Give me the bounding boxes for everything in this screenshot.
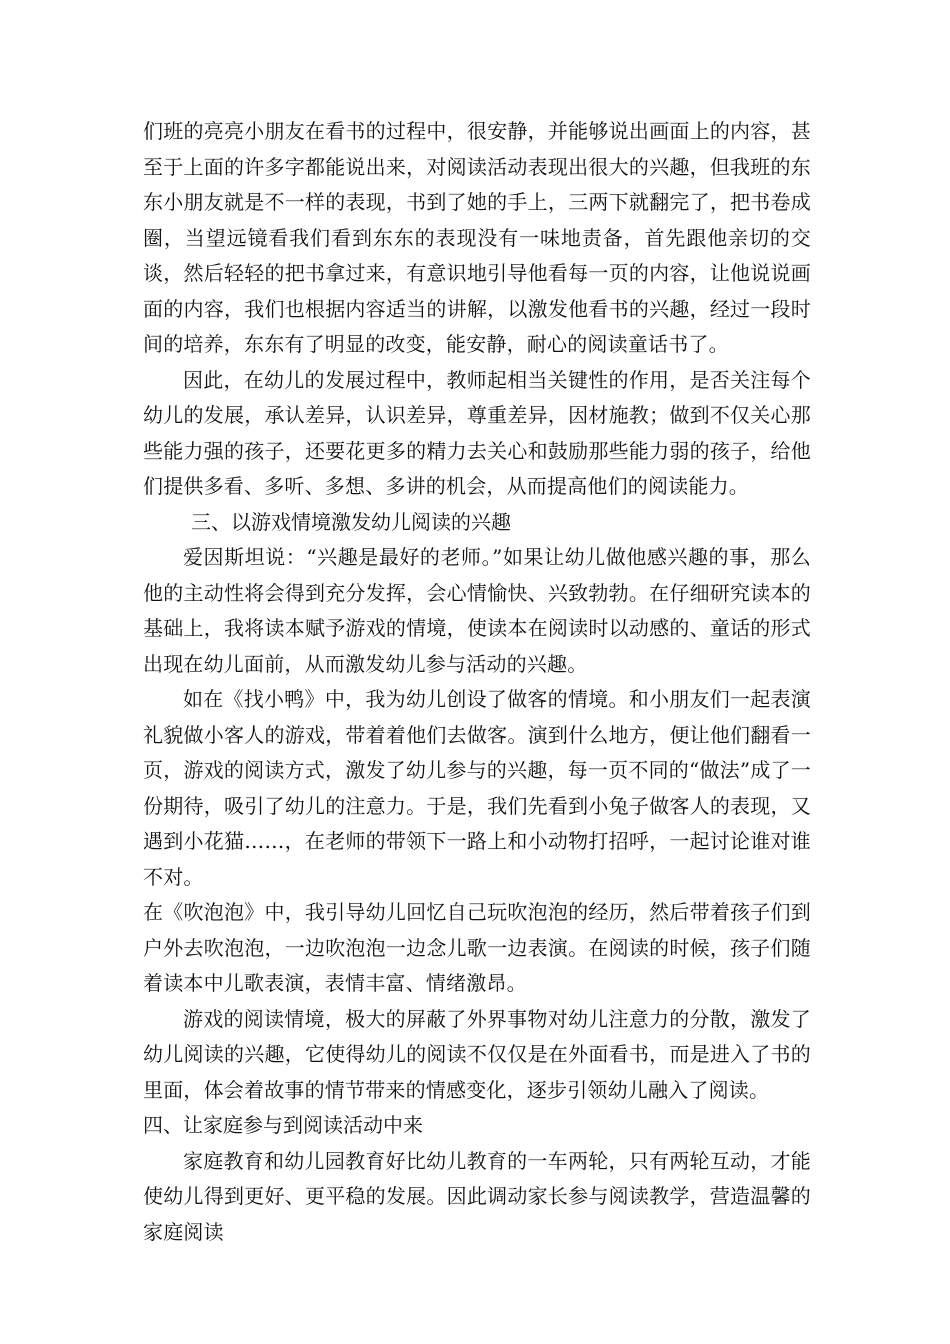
paragraph-einstein-quote: 爱因斯坦说：“兴趣是最好的老师。”如果让幼儿做他感兴趣的事，那么他的主动性将会得到充分发挥，会心情愉快、兴致勃勃。在仔细研究读本的基础上，我将读本赋予游戏的情境，使读本在阅读时以动感的、童话的形式出现在幼儿面前，从而激发幼儿参与活动的兴趣。 (143, 545, 811, 676)
paragraph-find-duckling: 如在《找小鸭》中，我为幼儿创设了做客的情境。和小朋友们一起表演礼貌做小客人的游戏，带着着他们去做客。演到什么地方，便让他们翻看一页，游戏的阅读方式，激发了幼儿参与的兴趣，每一页不同的“做法”成了一份期待，吸引了幼儿的注意力。于是，我们先看到小兔子做客人的表现，又遇到小花猫……，在老师的带领下一路上和小动物打招呼，一起讨论谁对谁不对。 (143, 687, 811, 889)
paragraph-blow-bubbles: 在《吹泡泡》中，我引导幼儿回忆自己玩吹泡泡的经历，然后带着孩子们到户外去吹泡泡，一边吹泡泡一边念儿歌一边表演。在阅读的时候，孩子们随着读本中儿歌表演，表情丰富、情绪激昂。 (143, 900, 811, 995)
section-heading-three: 三、以游戏情境激发幼儿阅读的兴趣 (191, 509, 511, 534)
paragraph-continued: 们班的亮亮小朋友在看书的过程中，很安静，并能够说出画面上的内容，甚至于上面的许多字都能说出来，对阅读活动表现出很大的兴趣，但我班的东东小朋友就是不一样的表现，书到了她的手上，三两下就翻完了，把书卷成圈，当望远镜看我们看到东东的表现没有一味地责备，首先跟他亲切的交谈，然后轻轻的把书拿过来，有意识地引导他看每一页的内容，让他说说画面的内容，我们也根据内容适当的讲解，以激发他看书的兴趣，经过一段时间的培养，东东有了明显的改变，能安静，耐心的阅读童话书了。 (143, 119, 811, 356)
paragraph-game-context: 游戏的阅读情境，极大的屏蔽了外界事物对幼儿注意力的分散，激发了幼儿阅读的兴趣，它使得幼儿的阅读不仅仅是在外面看书，而是进入了书的里面，体会着故事的情节带来的情感变化，逐步引领幼儿融入了阅读。 (143, 1006, 811, 1102)
paragraph-teacher-role: 因此，在幼儿的发展过程中，教师起相当关键性的作用，是否关注每个幼儿的发展，承认差异，认识差异，尊重差异，因材施教；做到不仅关心那些能力强的孩子，还要花更多的精力去关心和鼓励那些能力弱的孩子，给他们提供多看、多听、多想、多讲的机会，从而提高他们的阅读能力。 (143, 367, 811, 498)
paragraph-family-education: 家庭教育和幼儿园教育好比幼儿教育的一车两轮，只有两轮互动，才能使幼儿得到更好、更平稳的发展。因此调动家长参与阅读教学，营造温馨的家庭阅读 (143, 1148, 811, 1244)
section-heading-four: 四、让家庭参与到阅读活动中来 (143, 1113, 423, 1137)
document-body (143, 114, 811, 1250)
